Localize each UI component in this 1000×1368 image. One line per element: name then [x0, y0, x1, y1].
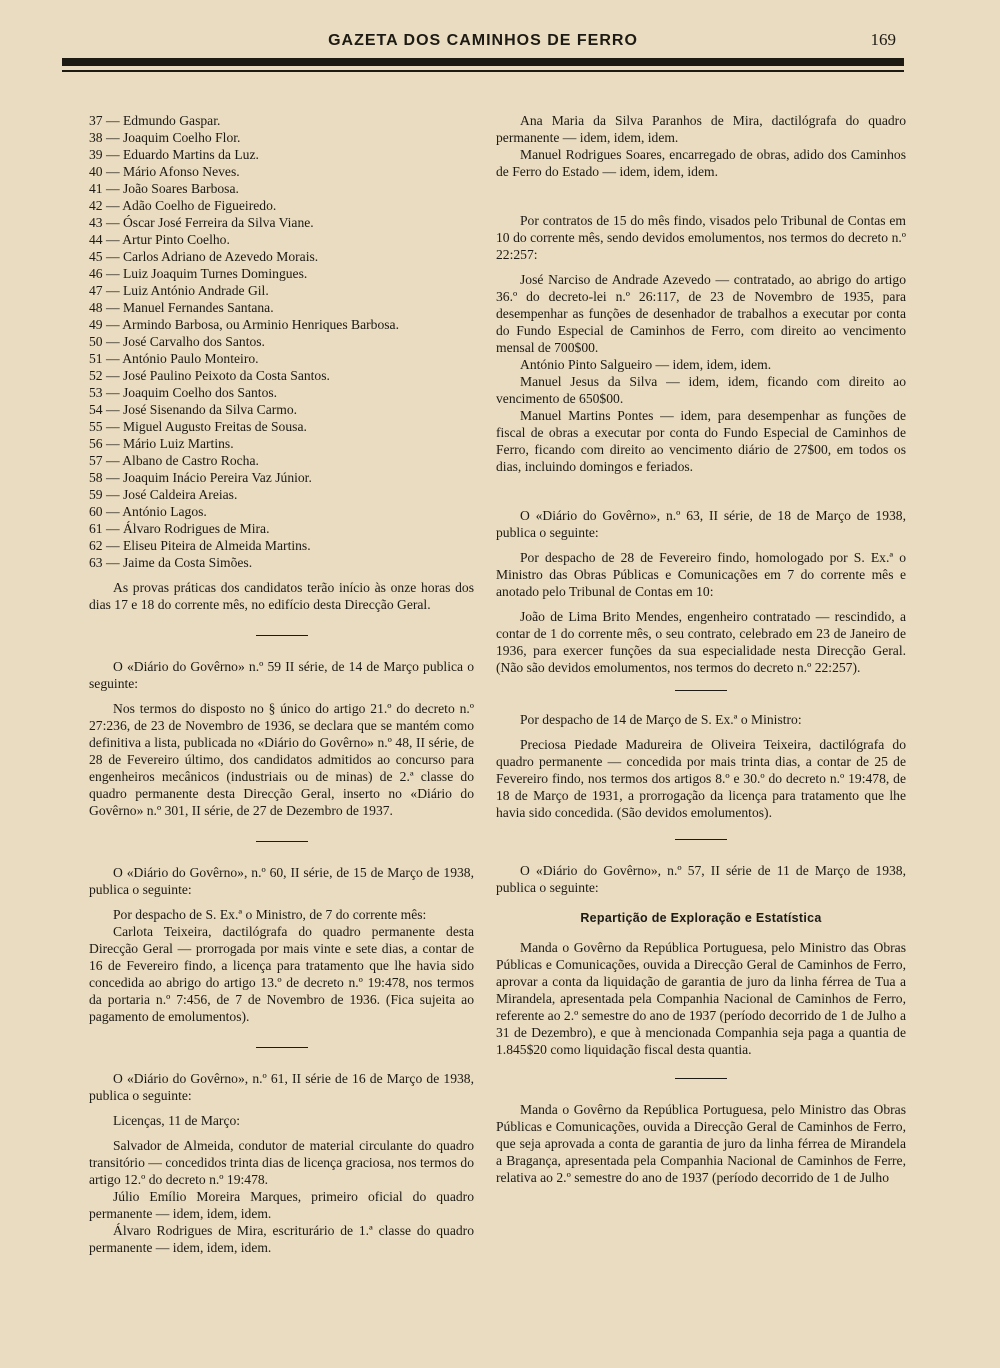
paragraph-licencas: Licenças, 11 de Março:	[113, 1113, 241, 1128]
candidate-list-item: 50 — José Carvalho dos Santos.	[89, 334, 265, 349]
left-column	[89, 112, 474, 1256]
candidate-list-item: 55 — Miguel Augusto Freitas de Sousa.	[89, 419, 307, 434]
candidate-list-item: 49 — Armindo Barbosa, ou Arminio Henriques Barbosa.	[89, 317, 399, 332]
candidate-list-item: 63 — Jaime da Costa Simões.	[89, 555, 253, 570]
candidate-list-item: 47 — Luiz António Andrade Gil.	[89, 283, 269, 298]
candidate-list-item: 61 — Álvaro Rodrigues de Mira.	[89, 521, 270, 536]
paragraph-diario-59: O «Diário do Govêrno» n.º 59 II série, de 14 de Março publica o seguinte:	[89, 659, 474, 691]
candidate-list-item: 38 — Joaquim Coelho Flor.	[89, 130, 241, 145]
paragraph-joao-lima: João de Lima Brito Mendes, engenheiro contratado — rescindido, a contar de 1 do corrente mês, o seu contrato, celebrado em 23 de Janeiro de 1936, para exercer funções da sua especialidade nesta Direcção Geral. (Não são devidos emolumentos, nos termos do decreto n.º 22:257).	[496, 609, 906, 675]
page-number: 169	[870, 30, 896, 49]
candidate-list-item: 42 — Adão Coelho de Figueiredo.	[89, 198, 277, 213]
paragraph-jose-narciso: José Narciso de Andrade Azevedo — contratado, ao abrigo do artigo 36.º do decreto-lei n.º 26:117, de 23 de Novembro de 1935, para desempenhar as funções de desenhador de trabalhos a executar por conta do Fundo Especial de Caminhos de Ferro, com direito ao vencimento mensal de 700$00.	[496, 272, 906, 355]
paragraph-manuel-soares: Manuel Rodrigues Soares, encarregado de obras, adido dos Caminhos de Ferro do Estado — idem, idem, idem.	[496, 147, 906, 179]
candidate-list-item: 41 — João Soares Barbosa.	[89, 181, 239, 196]
candidate-list-item: 48 — Manuel Fernandes Santana.	[89, 300, 274, 315]
paragraph-alvaro: Álvaro Rodrigues de Mira, escriturário de 1.ª classe do quadro permanente — idem, idem, idem.	[89, 1223, 474, 1255]
paragraph-julio: Júlio Emílio Moreira Marques, primeiro oficial do quadro permanente — idem, idem, idem.	[89, 1189, 474, 1221]
paragraph-manuel-pontes: Manuel Martins Pontes — idem, para desempenhar as funções de fiscal de obras a executar por conta do Fundo Especial de Caminhos de Ferro, ficando com direito ao vencimento diário de 27$00, em todos os dias, incluindo domingos e feriados.	[496, 408, 906, 474]
header-rule-thick	[62, 58, 904, 66]
candidate-list-item: 59 — José Caldeira Areias.	[89, 487, 238, 502]
candidate-list-item: 44 — Artur Pinto Coelho.	[89, 232, 230, 247]
candidate-list	[89, 112, 474, 571]
candidate-list-item: 37 — Edmundo Gaspar.	[89, 113, 221, 128]
candidate-list-item: 51 — António Paulo Monteiro.	[89, 351, 259, 366]
separator-rule	[675, 839, 727, 840]
paragraph-preciosa: Preciosa Piedade Madureira de Oliveira Teixeira, dactilógrafa do quadro permanente — concedida por mais trinta dias, a contar de 25 de Fevereiro findo, nos termos dos artigos 8.º e 30.º do decreto n.º 19:478, de 18 de Março de 1931, a prorrogação da licença para tratamento que lhe havia sido concedida. (São devidos emolumentos).	[496, 737, 906, 820]
candidate-list-item: 39 — Eduardo Martins da Luz.	[89, 147, 259, 162]
candidate-list-item: 60 — António Lagos.	[89, 504, 207, 519]
paragraph-provas: As provas práticas dos candidatos terão início às onze horas dos dias 17 e 18 do corrente mês, no edifício desta Direcção Geral.	[89, 580, 474, 612]
paragraph-nos-termos: Nos termos do disposto no § único do artigo 21.º do decreto n.º 27:236, de 23 de Novembro de 1936, se declara que se mantém como definitiva a lista, publicada no «Diário do Govêrno» n.º 48, II série, de 28 de Fevereiro último, dos candidatos admitidos ao concurso para engenheiros mecânicos (industriais ou de minas) de 2.ª classe do quadro permanente desta Direcção Geral, inserto no «Diário do Govêrno» n.º 301, II série, de 27 de Dezembro de 1937.	[89, 701, 474, 818]
header-rule-thin	[62, 70, 904, 72]
candidate-list-item: 53 — Joaquim Coelho dos Santos.	[89, 385, 278, 400]
separator-rule	[256, 635, 308, 636]
paragraph-antonio-pinto: António Pinto Salgueiro — idem, idem, idem.	[520, 357, 772, 372]
section-title: Repartição de Exploração e Estatística	[580, 911, 822, 925]
separator-rule	[675, 690, 727, 691]
paragraph-despacho-28: Por despacho de 28 de Fevereiro findo, homologado por S. Ex.ª o Ministro das Obras Públicas e Comunicações em 7 do corrente mês e anotado pelo Tribunal de Contas em 10:	[496, 550, 906, 599]
candidate-list-item: 54 — José Sisenando da Silva Carmo.	[89, 402, 298, 417]
paragraph-despacho-7: Por despacho de S. Ex.ª o Ministro, de 7 do corrente mês:	[113, 907, 427, 922]
paragraph-manda-2: Manda o Govêrno da República Portuguesa, pelo Ministro das Obras Públicas e Comunicações, ouvida a Direcção Geral de Caminhos de Ferro, que seja aprovada a conta de garantia de juro da linha férrea de Mirandela a Bragança, apresentada pela Companhia Nacional de Caminhos de Ferre, relativa ao 2.º semestre do ano de 1937 (período decorrido de 1 de Julho	[496, 1102, 906, 1185]
separator-rule	[256, 841, 308, 842]
paragraph-despacho-14: Por despacho de 14 de Março de S. Ex.ª o Ministro:	[520, 712, 802, 727]
paragraph-diario-63: O «Diário do Govêrno», n.º 63, II série, de 18 de Março de 1938, publica o seguinte:	[496, 508, 906, 540]
candidate-list-item: 52 — José Paulino Peixoto da Costa Santos.	[89, 368, 330, 383]
separator-rule	[675, 1078, 727, 1079]
paragraph-diario-60: O «Diário do Govêrno», n.º 60, II série, de 15 de Março de 1938, publica o seguinte:	[89, 865, 474, 897]
candidate-list-item: 58 — Joaquim Inácio Pereira Vaz Júnior.	[89, 470, 312, 485]
paragraph-manda-1: Manda o Govêrno da República Portuguesa, pelo Ministro das Obras Públicas e Comunicações, ouvida a Direcção Geral de Caminhos de Ferro, aprovar a conta da liquidação de garantia de juro da linha férrea de Tua a Mirandela, apresentada pela Companhia Nacional de Caminhos de Ferro, referente ao 2.º semestre do ano de 1937 (período decorrido de 1 de Julho a 31 de Dezembro), e que à mencionada Companhia seja paga a quantia de 1.845$20 como liquidação fiscal desta quantia.	[496, 940, 906, 1057]
journal-title: GAZETA DOS CAMINHOS DE FERRO	[328, 32, 638, 49]
paragraph-diario-57: O «Diário do Govêrno», n.º 57, II série de 11 de Março de 1938, publica o seguinte:	[496, 863, 906, 895]
paragraph-carlota: Carlota Teixeira, dactilógrafa do quadro permanente desta Direcção Geral — prorrogada por mais vinte e sete dias, a contar de 16 de Fevereiro findo, a licença para tratamento que lhe havia sido concedida ao abrigo do artigo 13.º de decreto n.º 19:478, nos termos da portaria n.º 7:456, de 7 de Novembro de 1936. (Fica sujeita ao pagamento de emolumentos).	[89, 924, 474, 1024]
candidate-list-item: 57 — Albano de Castro Rocha.	[89, 453, 259, 468]
right-column	[496, 112, 906, 1186]
candidate-list-item: 46 — Luiz Joaquim Turnes Domingues.	[89, 266, 308, 281]
candidate-list-item: 45 — Carlos Adriano de Azevedo Morais.	[89, 249, 319, 264]
paragraph-salvador: Salvador de Almeida, condutor de material circulante do quadro transitório — concedidos trinta dias de licença graciosa, nos termos do artigo 12.º do decreto n.º 19:478.	[89, 1138, 474, 1187]
candidate-list-item: 43 — Óscar José Ferreira da Silva Viane.	[89, 215, 314, 230]
candidate-list-item: 56 — Mário Luiz Martins.	[89, 436, 234, 451]
paragraph-diario-61: O «Diário do Govêrno», n.º 61, II série de 16 de Março de 1938, publica o seguinte:	[89, 1071, 474, 1103]
paragraph-ana: Ana Maria da Silva Paranhos de Mira, dactilógrafa do quadro permanente — idem, idem, idem.	[496, 113, 906, 145]
paragraph-manuel-jesus: Manuel Jesus da Silva — idem, idem, ficando com direito ao vencimento de 650$00.	[496, 374, 906, 406]
candidate-list-item: 40 — Mário Afonso Neves.	[89, 164, 240, 179]
separator-rule	[256, 1047, 308, 1048]
paragraph-contratos: Por contratos de 15 do mês findo, visados pelo Tribunal de Contas em 10 do corrente mês, sendo devidos emolumentos, nos termos do decreto n.º 22:257:	[496, 213, 906, 262]
candidate-list-item: 62 — Eliseu Piteira de Almeida Martins.	[89, 538, 311, 553]
